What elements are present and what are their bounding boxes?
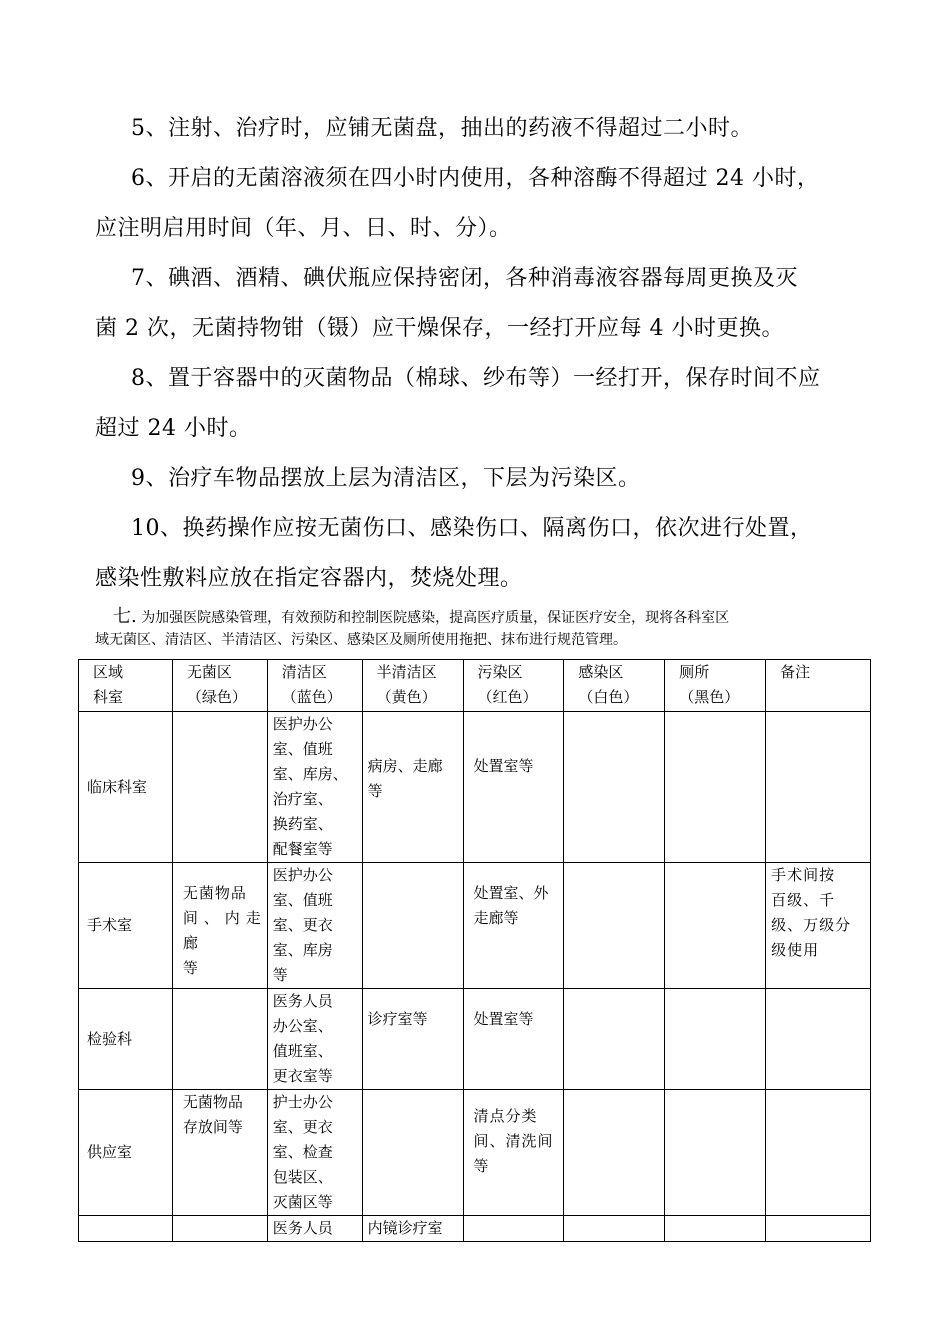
table-row xyxy=(79,1216,871,1242)
semi-clean-zone-cell xyxy=(362,1090,463,1216)
contaminated-zone-cell: 处置室等 xyxy=(463,712,564,863)
paragraph-line: 菌 2 次，无菌持物钳（镊）应干燥保存，一经打开应每 4 小时更换。 xyxy=(95,316,784,341)
clean-zone-cell: 医务人员 xyxy=(267,1216,362,1242)
dept-cell xyxy=(79,1216,173,1242)
table-row xyxy=(79,863,871,989)
remark-cell: 手术间按 百级、千 级、万级分 级使用 xyxy=(766,863,871,989)
remark-cell xyxy=(766,1216,871,1242)
contaminated-zone-cell: 处置室等 xyxy=(463,989,564,1090)
sterile-zone-cell: 无菌物品 存放间等 xyxy=(172,1090,267,1216)
paragraph-line: 应注明启用时间（年、月、日、时、分）。 xyxy=(95,216,512,241)
paragraph-5 xyxy=(95,104,865,154)
paragraph-line: 5、注射、治疗时，应铺无菌盘，抽出的药液不得超过二小时。 xyxy=(131,116,753,141)
header-cell: 半清洁区 （黄色） xyxy=(362,660,463,712)
paragraph-6 xyxy=(95,154,865,254)
paragraph-line: 9、治疗车物品摆放上层为清洁区，下层为污染区。 xyxy=(131,466,641,491)
toilet-cell xyxy=(665,989,766,1090)
remark-cell xyxy=(766,712,871,863)
toilet-cell xyxy=(665,712,766,863)
paragraph-line: 7、碘酒、酒精、碘伏瓶应保持密闭，各种消毒液容器每周更换及灭 xyxy=(131,266,798,291)
table-row xyxy=(79,712,871,863)
paragraph-line: 超过 24 小时。 xyxy=(95,416,252,441)
dept-cell: 临床科室 xyxy=(79,712,173,863)
infection-zone-cell xyxy=(564,1216,665,1242)
clean-zone-cell: 医护办公 室、值班 室、库房、 治疗室、 换药室、 配餐室等 xyxy=(267,712,362,863)
semi-clean-zone-cell: 诊疗室等 xyxy=(362,989,463,1090)
table-header-row xyxy=(79,660,871,712)
paragraph-9 xyxy=(95,454,865,504)
paragraph-line: 6、开启的无菌溶液须在四小时内使用，各种溶酶不得超过 24 小时， xyxy=(131,166,820,191)
sterile-zone-cell xyxy=(172,989,267,1090)
clean-zone-cell: 医务人员 办公室、 值班室、 更衣室等 xyxy=(267,989,362,1090)
clean-zone-cell: 医护办公 室、值班 室、更衣 室、库房 等 xyxy=(267,863,362,989)
paragraph-line: 感染性敷料应放在指定容器内，焚烧处理。 xyxy=(95,566,523,591)
sterile-zone-cell xyxy=(172,1216,267,1242)
semi-clean-zone-cell xyxy=(362,863,463,989)
header-cell: 感染区 （白色） xyxy=(564,660,665,712)
paragraph-line: 10、换药操作应按无菌伤口、感染伤口、隔离伤口，依次进行处置， xyxy=(131,516,813,541)
header-cell: 备注 xyxy=(766,660,871,712)
semi-clean-zone-cell: 内镜诊疗室 xyxy=(362,1216,463,1242)
dept-cell: 手术室 xyxy=(79,863,173,989)
paragraph-7 xyxy=(95,254,865,354)
infection-zone-cell xyxy=(564,1090,665,1216)
section-7-intro xyxy=(95,606,865,651)
paragraph-line: 8、置于容器中的灭菌物品（棉球、纱布等）一经打开，保存时间不应 xyxy=(131,366,821,391)
remark-cell xyxy=(766,989,871,1090)
header-cell: 清洁区 （蓝色） xyxy=(267,660,362,712)
contaminated-zone-cell: 处置室、外 走廊等 xyxy=(463,863,564,989)
header-cell: 无菌区 （绿色） xyxy=(172,660,267,712)
clean-zone-cell: 护士办公 室、更衣 室、检查 包装区、 灭菌区等 xyxy=(267,1090,362,1216)
section-intro-text: 域无菌区、清洁区、半清洁区、污染区、感染区及厕所使用拖把、抹布进行规范管理。 xyxy=(95,632,627,648)
section-number: 七. xyxy=(113,606,137,627)
toilet-cell xyxy=(665,863,766,989)
sterile-zone-cell xyxy=(172,712,267,863)
paragraph-8 xyxy=(95,354,865,454)
remark-cell xyxy=(766,1090,871,1216)
header-cell: 污染区 （红色） xyxy=(463,660,564,712)
toilet-cell xyxy=(665,1090,766,1216)
toilet-cell xyxy=(665,1216,766,1242)
sterile-zone-cell: 无菌物品 间、内走廊 等 xyxy=(172,863,267,989)
semi-clean-zone-cell: 病房、走廊等 xyxy=(362,712,463,863)
paragraph-10 xyxy=(95,504,865,604)
table-row xyxy=(79,989,871,1090)
dept-cell: 检验科 xyxy=(79,989,173,1090)
infection-zone-cell xyxy=(564,863,665,989)
contaminated-zone-cell: 清点分类 间、清洗间 等 xyxy=(463,1090,564,1216)
header-cell: 厕所 （黑色） xyxy=(665,660,766,712)
header-cell: 区域 科室 xyxy=(79,660,173,712)
zone-management-table xyxy=(78,659,871,1242)
section-intro-text: 为加强医院感染管理，有效预防和控制医院感染，提高医疗质量，保证医疗安全，现将各科室区 xyxy=(141,610,730,626)
infection-zone-cell xyxy=(564,712,665,863)
infection-zone-cell xyxy=(564,989,665,1090)
table-row xyxy=(79,1090,871,1216)
contaminated-zone-cell xyxy=(463,1216,564,1242)
dept-cell: 供应室 xyxy=(79,1090,173,1216)
